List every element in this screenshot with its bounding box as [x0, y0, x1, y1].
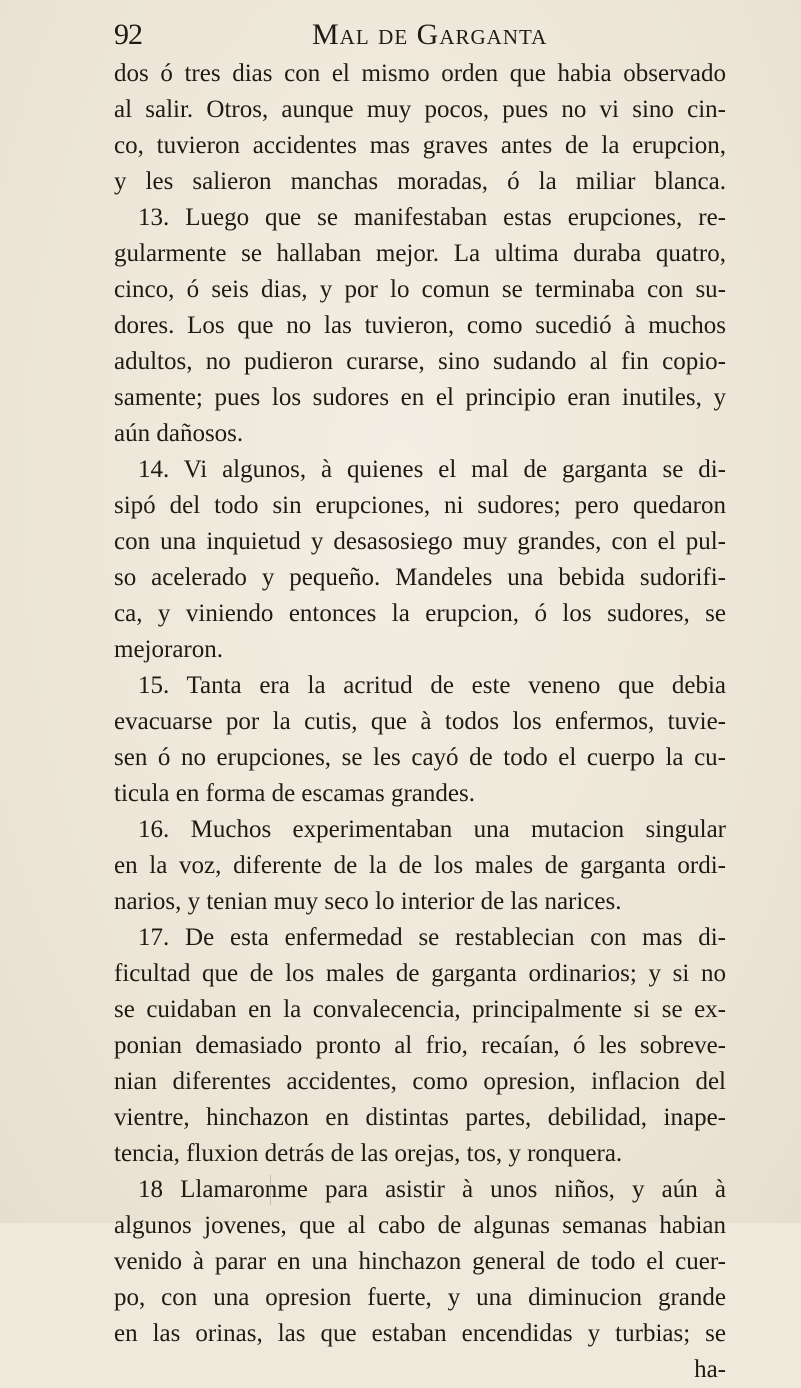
- text-line: co, tuvieron accidentes mas graves antes de la erupcion,: [114, 132, 726, 159]
- text-line: ficultad que de los males de garganta ordinarios; y si no: [114, 960, 726, 987]
- text-line: ponian demasiado pronto al frio, recaían, ó les sobreve-: [114, 1032, 726, 1059]
- text-line: sipó del todo sin erupciones, ni sudores; pero quedaron: [114, 492, 726, 519]
- text-line: venido à parar en una hinchazon general de todo el cuer-: [114, 1248, 726, 1275]
- text-line: dos ó tres dias con el mismo orden que habia observado: [114, 60, 726, 87]
- paragraph-13-start: 13. Luego que se manifestaban estas erupciones, re-: [138, 204, 726, 231]
- paragraph-15-start: 15. Tanta era la acritud de este veneno que debia: [138, 672, 726, 699]
- paragraph-18-start: 18 Llamaronme para asistir à unos niños, y aún à: [138, 1176, 726, 1203]
- text-line: gularmente se hallaban mejor. La ultima duraba quatro,: [114, 240, 726, 267]
- body-text: [114, 56, 726, 1388]
- text-line: mejoraron.: [114, 636, 223, 663]
- paper-mark: [270, 1175, 283, 1205]
- text-line: vientre, hinchazon en distintas partes, debilidad, inape-: [114, 1104, 726, 1131]
- text-line: aún dañosos.: [114, 420, 244, 447]
- text-line: con una inquietud y desasosiego muy grandes, con el pul-: [114, 528, 726, 555]
- paragraph-16-start: 16. Muchos experimentaban una mutacion singular: [138, 816, 726, 843]
- text-line: se cuidaban en la convalecencia, principalmente si se ex-: [114, 996, 726, 1023]
- text-line: ca, y viniendo entonces la erupcion, ó los sudores, se: [114, 600, 726, 627]
- text-line: cinco, ó seis dias, y por lo comun se terminaba con su-: [114, 276, 726, 303]
- text-line: al salir. Otros, aunque muy pocos, pues no vi sino cin-: [114, 96, 726, 123]
- text-line: ticula en forma de escamas grandes.: [114, 780, 475, 807]
- text-line: so acelerado y pequeño. Mandeles una bebida sudorifi-: [114, 564, 726, 591]
- text-line: dores. Los que no las tuvieron, como sucedió à muchos: [114, 312, 726, 339]
- text-line: algunos jovenes, que al cabo de algunas semanas habian: [114, 1212, 726, 1239]
- text-line: y les salieron manchas moradas, ó la miliar blanca.: [114, 168, 726, 195]
- paragraph-14-start: 14. Vi algunos, à quienes el mal de garganta se di-: [138, 456, 726, 483]
- text-line: tencia, fluxion detrás de las orejas, tos, y ronquera.: [114, 1140, 623, 1167]
- page-header: [114, 18, 714, 58]
- text-line: po, con una opresion fuerte, y una diminucion grande: [114, 1284, 726, 1311]
- text-line: en la voz, diferente de la de los males de garganta ordi-: [114, 852, 726, 879]
- paragraph-17-start: 17. De esta enfermedad se restablecian con mas di-: [138, 924, 726, 951]
- running-head: Mal de Garganta: [312, 18, 548, 51]
- text-line: sen ó no erupciones, se les cayó de todo el cuerpo la cu-: [114, 744, 726, 771]
- text-line: samente; pues los sudores en el principio eran inutiles, y: [114, 384, 726, 411]
- text-line: en las orinas, las que estaban encendidas y turbias; se: [114, 1320, 726, 1347]
- text-line: adultos, no pudieron curarse, sino sudando al fin copio-: [114, 348, 726, 375]
- catchword: ha-: [694, 1356, 726, 1383]
- text-line: narios, y tenian muy seco lo interior de las narices.: [114, 888, 622, 915]
- text-line: evacuarse por la cutis, que à todos los enfermos, tuvie-: [114, 708, 726, 735]
- page-number: 92: [114, 18, 142, 51]
- text-line: nian diferentes accidentes, como opresion, inflacion del: [114, 1068, 726, 1095]
